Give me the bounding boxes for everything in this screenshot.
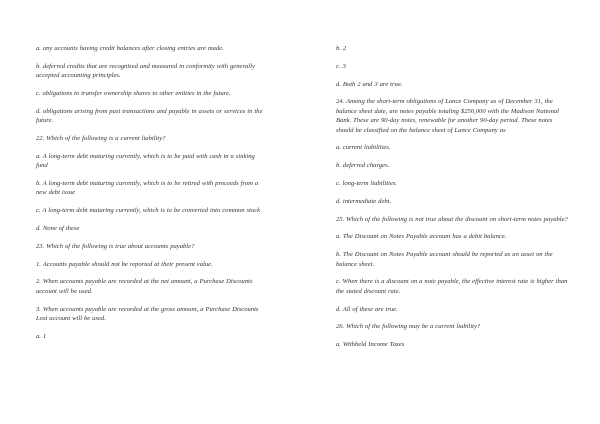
question-22: 22. Which of the following is a current liability? xyxy=(36,135,166,142)
answer-option: a. Withheld Income Taxes xyxy=(336,341,405,349)
answer-option: c. 3 xyxy=(336,62,346,70)
answer-option: d. None of these xyxy=(36,225,80,232)
answer-option: b. deferred charges. xyxy=(336,162,390,170)
answer-option: a. 1 xyxy=(36,332,47,340)
answer-option: b. The Discount on Notes Payable account should be reported as an asset on the balance sheet. xyxy=(336,251,553,268)
statement-item: 3. When accounts payable are recorded at the gross amount, a Purchase Discounts Lost account will be used. xyxy=(36,305,259,322)
statement-item: 2. When accounts payable are recorded at the net amount, a Purchase Discounts account will be used. xyxy=(36,278,253,295)
question-26: 26. Which of the following may be a current liability? xyxy=(336,323,481,331)
answer-option: c. When there is a discount on a note payable, the effective interest rate is higher than the stated discount rate. xyxy=(336,278,568,295)
answer-option: d. obligations arising from past transactions and payable in assets or services in the future. xyxy=(36,107,263,125)
answer-option: a. A long-term debt maturing currently, which is to be paid with cash in a sinking fund xyxy=(36,152,255,170)
answer-option: d. Both 2 and 3 are true. xyxy=(336,80,403,88)
answer-option: d. intermediate debt. xyxy=(336,197,392,205)
question-24: 24. Among the short-term obligations of Lance Company as of December 31, the balance sheet date, are notes payable totaling $250,000 with the Madison National Bank. These are 90-day notes, renewable for another 90-day period. These notes should be classified on the balance sheet of Lance Company as xyxy=(336,98,560,134)
question-23: 23. Which of the following is true about accounts payable? xyxy=(36,242,195,250)
answer-option: c. A long-term debt maturing currently, which is to be converted into common stock xyxy=(36,207,261,215)
answer-option: a. current liabilities. xyxy=(336,144,391,152)
answer-option: c. obligations to transfer ownership shares to other entities in the future. xyxy=(36,90,231,97)
right-column xyxy=(336,44,568,350)
answer-option: b. A long-term debt maturing currently, which is to be retired with proceeds from a new debt issue xyxy=(36,180,259,197)
answer-option: c. long-term liabilities. xyxy=(336,180,398,187)
answer-option: b. 2 xyxy=(336,45,347,52)
answer-option: a. The Discount on Notes Payable account has a debit balance. xyxy=(336,233,507,241)
answer-option: b. deferred credits that are recognized and measured in conformity with generally accepted accounting principles. xyxy=(36,62,255,80)
question-25: 25. Which of the following is not true about the discount on short-term notes payable? xyxy=(336,215,568,223)
statement-item: 1. Accounts payable should not be reported at their present value. xyxy=(36,260,213,268)
left-column xyxy=(36,44,264,341)
answer-option: d. All of these are true. xyxy=(336,305,398,313)
answer-option: a. any accounts having credit balances after closing entries are made. xyxy=(36,45,224,52)
